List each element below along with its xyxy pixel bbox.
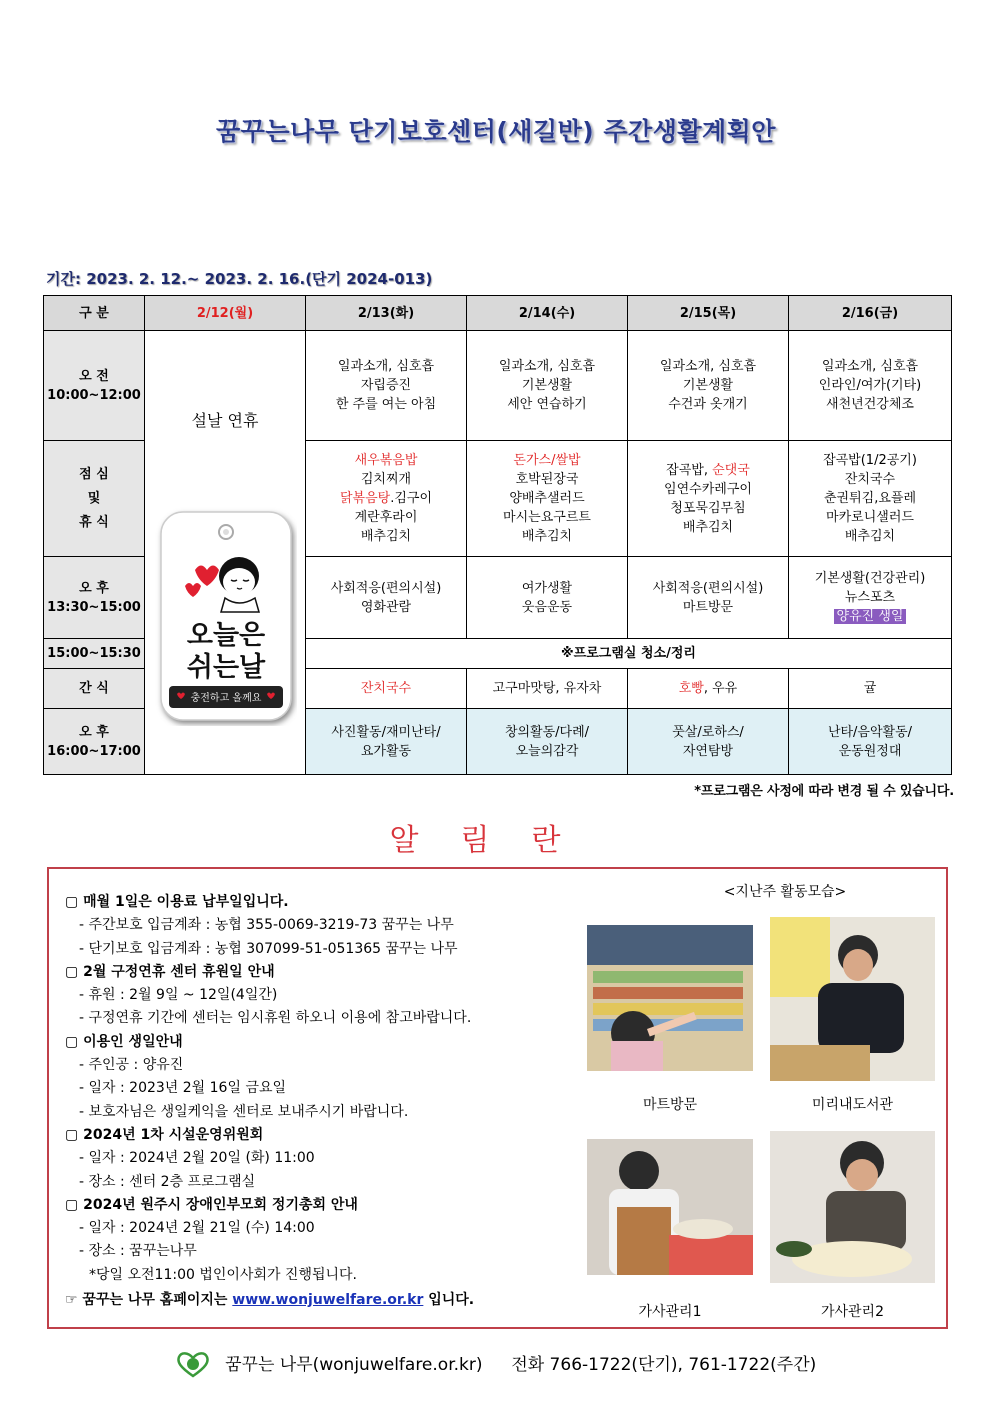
sign-sub: 충전하고 올께요 bbox=[190, 693, 262, 704]
row-label-snack: 간 식 bbox=[44, 669, 145, 709]
cell-text: .김구이 bbox=[390, 491, 433, 506]
cell-line: 일과소개, 심호흡 bbox=[337, 359, 435, 374]
photos-title: <지난주 활동모습> bbox=[723, 884, 847, 900]
row-label-time: 10:00~12:00 bbox=[47, 387, 141, 403]
row-label-text: 및 bbox=[87, 490, 101, 506]
birthday-highlight: 양유진 생일 bbox=[834, 609, 907, 624]
cell-line: 여가생활 bbox=[521, 580, 573, 596]
cell-line: 임연수카레구이 bbox=[664, 481, 752, 497]
header-label: 구 분 bbox=[44, 296, 145, 331]
cell-line: 호박된장국 bbox=[515, 472, 579, 487]
row-label-text: 오 전 bbox=[79, 368, 109, 384]
am-cell bbox=[628, 331, 789, 441]
cell-line: 인라인/여가(기타) bbox=[818, 378, 922, 393]
table-row bbox=[44, 331, 952, 441]
holiday-cell bbox=[145, 331, 306, 775]
notice-title: 알림란 bbox=[389, 823, 603, 858]
cell-line: 요가활동 bbox=[360, 743, 412, 759]
notice-item: - 일자 : 2024년 2월 21일 (수) 14:00 bbox=[79, 1220, 315, 1237]
clean-cell: ※프로그램실 청소/정리 bbox=[306, 639, 952, 669]
row-label-clean: 15:00~15:30 bbox=[44, 639, 145, 669]
change-note: *프로그램은 사정에 따라 변경 될 수 있습니다. bbox=[694, 784, 954, 799]
cell-line: 잡곡밥(1/2공기) bbox=[823, 453, 917, 468]
day-header: 2/16(금) bbox=[789, 296, 952, 331]
cell-line: 김치찌개 bbox=[360, 472, 412, 487]
photo-caption: 미리내도서관 bbox=[811, 1097, 894, 1113]
photo-housework-1 bbox=[587, 1139, 753, 1275]
notice-heading: ▢ 매월 1일은 이용료 납부일입니다. bbox=[65, 894, 289, 910]
cell-text: 잡곡밥, bbox=[666, 462, 713, 478]
notice-item: - 보호자님은 생일케익을 센터로 보내주시기 바랍니다. bbox=[79, 1103, 409, 1120]
row-label-text: 휴 식 bbox=[79, 514, 109, 530]
cell-line: 양배추샐러드 bbox=[509, 491, 585, 506]
homepage-line bbox=[65, 1289, 585, 1312]
lunch-cell bbox=[628, 441, 789, 557]
cell-line: 마시는요구르트 bbox=[503, 510, 591, 525]
photo-library bbox=[770, 917, 935, 1081]
notice-item: - 주인공 : 양유진 bbox=[79, 1057, 184, 1074]
snack-cell bbox=[628, 669, 789, 709]
cell-line: 마트방문 bbox=[682, 599, 734, 615]
holiday-text: 설날 연휴 bbox=[191, 411, 259, 430]
table-header-row bbox=[44, 296, 952, 331]
cell-line: 잔치국수 bbox=[844, 472, 896, 487]
cell-line: 창의활동/다례/ bbox=[504, 724, 590, 740]
row-label-text: 오 후 bbox=[79, 724, 109, 740]
holiday-sign-image bbox=[155, 506, 297, 726]
page-title: 꿈꾸는나무 단기보호센터(새길반) 주간생활계획안 bbox=[216, 117, 776, 146]
cell-line: 계란후라이 bbox=[354, 510, 418, 525]
notice-heading: ▢ 2024년 1차 시설운영위원회 bbox=[65, 1126, 264, 1143]
day-header: 2/14(수) bbox=[467, 296, 628, 331]
photo-caption: 마트방문 bbox=[642, 1097, 698, 1113]
photo-mart bbox=[587, 925, 753, 1071]
cell-line: 새천년건강체조 bbox=[826, 397, 914, 412]
homepage-link[interactable]: www.wonjuwelfare.or.kr bbox=[232, 1292, 424, 1309]
row-label-time: 13:30~15:00 bbox=[47, 599, 141, 615]
cell-line: 마카로니샐러드 bbox=[826, 510, 914, 525]
cell-line bbox=[789, 607, 951, 626]
cell-line: 기본생활 bbox=[521, 378, 573, 393]
cell-line: 풋살/로하스/ bbox=[672, 724, 744, 740]
row-label-time: 16:00~17:00 bbox=[47, 743, 141, 759]
notice-item: - 구정연휴 기간에 센터는 임시휴원 하오니 이용에 참고바랍니다. bbox=[79, 1010, 472, 1027]
cell-line bbox=[306, 489, 466, 508]
cell-line: 사진활동/재미난타/ bbox=[331, 724, 441, 740]
notice-heading: ▢ 2024년 원주시 장애인부모회 정기총회 안내 bbox=[65, 1196, 358, 1213]
am-cell bbox=[789, 331, 952, 441]
footer-name: 꿈꾸는 나무(wonjuwelfare.or.kr) bbox=[225, 1355, 483, 1375]
am-cell bbox=[467, 331, 628, 441]
cell-line: 새우볶음밥 bbox=[354, 453, 418, 468]
cell-line: 웃음운동 bbox=[521, 599, 573, 615]
cell-line: 배추김치 bbox=[682, 519, 734, 535]
pm2-cell bbox=[306, 709, 467, 775]
notice-item: - 일자 : 2023년 2월 16일 금요일 bbox=[79, 1080, 287, 1097]
cell-line: 오늘의감각 bbox=[515, 743, 579, 759]
cell-text: 닭볶음탕 bbox=[339, 491, 391, 506]
notice-item: - 일자 : 2024년 2월 20일 (화) 11:00 bbox=[79, 1150, 315, 1167]
notice-item: - 휴원 : 2월 9일 ~ 12일(4일간) bbox=[79, 987, 278, 1004]
weekly-schedule-table bbox=[43, 295, 952, 775]
notice-item: - 장소 : 센터 2층 프로그램실 bbox=[79, 1173, 256, 1190]
row-label-pm1 bbox=[44, 557, 145, 639]
day-header: 2/12(월) bbox=[145, 296, 306, 331]
cell-line: 자립증진 bbox=[360, 378, 412, 393]
photo-caption: 가사관리2 bbox=[820, 1304, 884, 1320]
notice-heading: ▢ 2월 구정연휴 센터 휴원일 안내 bbox=[65, 963, 275, 980]
cell-text: , 우유 bbox=[703, 681, 738, 696]
notice-box bbox=[47, 867, 948, 1329]
snack-cell: 잔치국수 bbox=[306, 669, 467, 709]
cell-line: 춘권튀김,요플레 bbox=[823, 491, 917, 506]
cell-line: 사회적응(편의시설) bbox=[330, 580, 442, 596]
photo-caption: 가사관리1 bbox=[638, 1304, 702, 1320]
pm2-cell bbox=[789, 709, 952, 775]
row-label-text: 오 후 bbox=[79, 580, 109, 596]
sign-line2: 쉬는날 bbox=[186, 652, 266, 683]
homepage-suffix: 입니다. bbox=[423, 1292, 475, 1309]
am-cell bbox=[306, 331, 467, 441]
snack-cell: 귤 bbox=[789, 669, 952, 709]
lunch-cell bbox=[306, 441, 467, 557]
cell-line: 수건과 옷개기 bbox=[668, 397, 748, 412]
footer bbox=[0, 1350, 992, 1378]
cell-line: 운동원정대 bbox=[838, 743, 902, 759]
cell-line: 자연탐방 bbox=[682, 743, 734, 759]
sign-line1: 오늘은 bbox=[186, 620, 266, 651]
cell-line: 뉴스포츠 bbox=[844, 590, 896, 605]
notice-heading: ▢ 이용인 생일안내 bbox=[65, 1033, 183, 1050]
cell-line: 배추김치 bbox=[360, 529, 412, 544]
heart-logo-icon bbox=[176, 1352, 210, 1378]
cell-line: 청포묵김무침 bbox=[670, 500, 746, 516]
pm2-cell bbox=[628, 709, 789, 775]
cell-line: 기본생활 bbox=[682, 378, 734, 393]
notice-item: - 장소 : 꿈꾸는나무 bbox=[79, 1243, 197, 1260]
cell-line: 사회적응(편의시설) bbox=[652, 580, 764, 596]
day-header: 2/13(화) bbox=[306, 296, 467, 331]
cell-line: 난타/음악활동/ bbox=[827, 724, 913, 740]
pm2-cell bbox=[467, 709, 628, 775]
row-label-lunch bbox=[44, 441, 145, 557]
pm1-cell bbox=[467, 557, 628, 639]
lunch-cell bbox=[789, 441, 952, 557]
cell-line: 기본생활(건강관리) bbox=[814, 571, 926, 586]
cell-text: 순댓국 bbox=[712, 462, 750, 478]
cell-line: 일과소개, 심호흡 bbox=[659, 359, 757, 374]
footer-phone: 전화 766-1722(단기), 761-1722(주간) bbox=[511, 1355, 817, 1375]
photo-housework-2 bbox=[770, 1131, 935, 1283]
cell-line: 영화관람 bbox=[360, 599, 412, 615]
cell-line: 배추김치 bbox=[521, 529, 573, 544]
row-label-pm2 bbox=[44, 709, 145, 775]
cell-line: 일과소개, 심호흡 bbox=[498, 359, 596, 374]
lunch-cell bbox=[467, 441, 628, 557]
cell-line: 일과소개, 심호흡 bbox=[821, 359, 919, 374]
row-label-am bbox=[44, 331, 145, 441]
homepage-prefix: ☞ 꿈꾸는 나무 홈페이지는 bbox=[65, 1292, 233, 1309]
day-header: 2/15(목) bbox=[628, 296, 789, 331]
snack-cell: 고구마맛탕, 유자차 bbox=[467, 669, 628, 709]
period-label: 기간: 2023. 2. 12.~ 2023. 2. 16.(단기 2024-013) bbox=[46, 270, 433, 288]
notice-item: - 주간보호 입금계좌 : 농협 355-0069-3219-73 꿈꾸는 나무 bbox=[79, 917, 454, 934]
notice-item: - 단기보호 입금계좌 : 농협 307099-51-051365 꿈꾸는 나무 bbox=[79, 940, 458, 957]
cell-line: 세안 연습하기 bbox=[507, 397, 587, 412]
cell-line bbox=[628, 461, 788, 480]
pm1-cell bbox=[628, 557, 789, 639]
cell-text: 호빵 bbox=[678, 681, 704, 696]
pm1-cell bbox=[789, 557, 952, 639]
notice-item: *당일 오전11:00 법인이사회가 진행됩니다. bbox=[89, 1266, 358, 1283]
cell-line: 한 주를 여는 아침 bbox=[335, 397, 437, 412]
cell-line: 배추김치 bbox=[844, 529, 896, 544]
pm1-cell bbox=[306, 557, 467, 639]
row-label-text: 점 심 bbox=[79, 466, 109, 482]
notice-list bbox=[65, 891, 585, 1312]
cell-line: 돈가스/쌀밥 bbox=[513, 453, 581, 468]
